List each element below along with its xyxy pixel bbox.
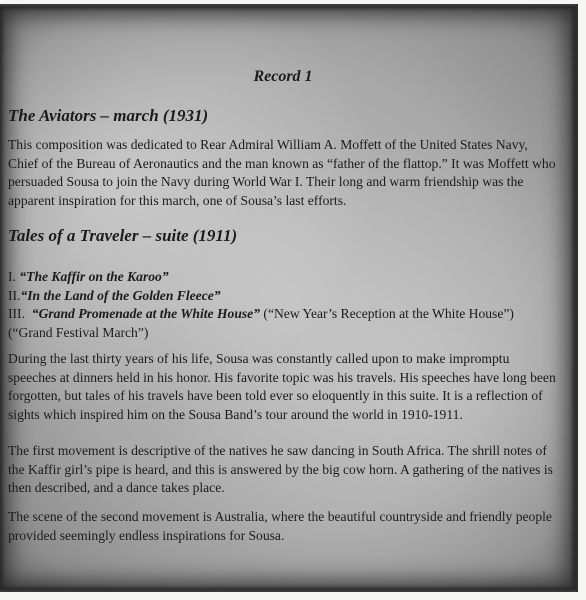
aviators-description: This composition was dedicated to Rear Admiral William A. Moffett of the United States Navy, Chief of the Bureau of Aeronautics and the man known as “father of the flattop.” It was Moffett who persuaded Sousa to join the Navy during World War I. Their long and warm friendship was the apparent inspiration for this march, one of Sousa’s last efforts. bbox=[8, 137, 556, 208]
tales-paragraph-first-movement: The first movement is descriptive of the natives he saw dancing in South Africa. The shrill notes of the Kaffir girl’s pipe is heard, and this is answered by the big cow horn. A gathering of the natives is then described, and a dance takes place. bbox=[8, 443, 553, 495]
tales-paragraph-intro: During the last thirty years of his life, Sousa was constantly called upon to make impromptu speeches at dinners held in his honor. His favorite topic was his travels. His speeches have long been forgotten, but tales of his travels have been told ever so eloquently in this suite. It is a reflection of sights which inspired him on the Sousa Band’s tour around the world in 1910-1911. bbox=[8, 351, 556, 422]
movement-alt-title: (“Grand Festival March”) bbox=[8, 324, 149, 340]
movement-numeral: III. bbox=[8, 306, 25, 321]
movement-item bbox=[8, 287, 568, 306]
tales-paragraph-second-movement: The scene of the second movement is Australia, where the beautiful countryside and friendly people provided seemingly endless inspirations for Sousa. bbox=[8, 509, 552, 543]
section-heading-tales: Tales of a Traveler – suite (1911) bbox=[8, 226, 238, 245]
movement-list bbox=[8, 268, 568, 342]
section-heading-aviators: The Aviators – march (1931) bbox=[8, 106, 209, 125]
movement-numeral: II. bbox=[8, 287, 21, 303]
movement-numeral: I. bbox=[8, 269, 16, 284]
movement-item bbox=[8, 305, 568, 324]
record-title: Record 1 bbox=[253, 68, 313, 85]
movement-title: “In the Land of the Golden Fleece” bbox=[20, 287, 221, 303]
liner-notes-panel bbox=[0, 4, 578, 592]
movement-title: “Grand Promenade at the White House” bbox=[31, 306, 261, 321]
movement-note: (“New Year’s Reception at the White House”) bbox=[260, 306, 514, 321]
movement-item bbox=[8, 268, 568, 287]
movement-title: “The Kaffir on the Karoo” bbox=[19, 269, 169, 284]
